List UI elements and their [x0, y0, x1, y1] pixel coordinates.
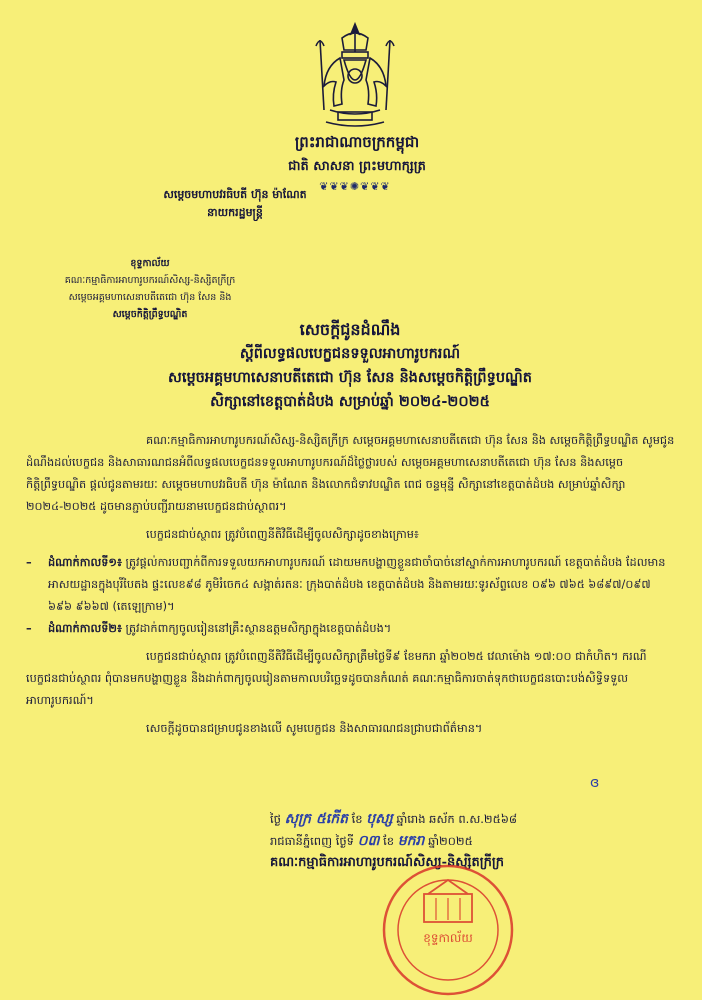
office-line-1: គណៈកម្មាធិការអាហារូបករណ៍សិស្ស-និស្សិតក្រីក្រ: [64, 275, 236, 286]
bullet-dash: –: [26, 556, 32, 569]
lunar-date-line: ថ្ងៃ សុក្រ ៥កើត ខែ បុស្ស ឆ្នាំរោង ឆស័ក ព.ស.២៥៦៨: [270, 811, 518, 827]
body-paragraph-3: បេក្ខជនជាប់ស្ថាពរ ត្រូវបំពេញនីតិវិធីដើម្បីចូលសិក្សាត្រឹមថ្ងៃទី៩ ខែមករា ឆ្នាំ២០២៥ វេលាម៉ោង ១៧:០០ ជាកំហិត។ ករណីបេក្ខជនជាប់ស្ថាពរ ពុំបានមកបង្ហាញខ្លួន និងដាក់ពាក្យចូលរៀនតាមកាលបរិច្ឆេទដូចបានកំណត់ គណៈកម្មាធិការចាត់ទុកថាបេក្ខជនបោះបង់សិទ្ធិទទួលអាហារូបករណ៍។: [26, 650, 647, 707]
month-handwritten: មករា: [397, 833, 425, 849]
document-body: [26, 430, 676, 746]
heading-line-4: សិក្សានៅខេត្តបាត់ដំបង សម្រាប់ឆ្នាំ ២០២៤-២០២៥: [210, 393, 490, 410]
handwritten-mark: ɞ: [590, 775, 600, 791]
document-heading: [60, 318, 640, 414]
lunar-month-handwritten: បុស្ស: [366, 811, 393, 827]
stage-1-label: ដំណាក់កាលទី១៖: [48, 556, 122, 569]
sender-block: [160, 186, 310, 222]
stage-1-item: [26, 552, 676, 618]
stage-1-text: ត្រូវផ្តល់ការបញ្ជាក់ពីការទទួលយកអាហារូបករណ៍ ដោយមកបង្ហាញខ្លួនជាចាំបាច់នៅស្នាក់ការអាហារូបករណ៍ ខេត្តបាត់ដំបង ដែលមានអាសយដ្ឋានក្នុងបុរីបៃតង ផ្ទះលេខ៩៨ ភូមិរំចេក៤ សង្កាត់រតនៈ ក្រុងបាត់ដំបង ខេត្តបាត់ដំបង និងតាមរយៈទូរស័ព្ទលេខ ០៩៦ ៧៦៥ ៦៨៩៧/០៩៧ ៦៩៦ ៩៦៦៧ (តេឡេក្រាម)។: [48, 556, 666, 613]
office-line-2: សម្តេចអគ្គមហាសេនាបតីតេជោ ហ៊ុន សែន និង: [68, 292, 232, 303]
official-seal-icon: [378, 860, 518, 1000]
office-line-3: សម្តេចកិត្តិព្រឹទ្ធបណ្ឌិត: [112, 309, 188, 320]
stage-2-item: [26, 618, 676, 640]
body-paragraph-4: សេចក្តីដូចបានជម្រាបជូនខាងលើ សូមបេក្ខជន និងសាធារណជនជ្រាបជាព័ត៌មាន។: [146, 722, 483, 735]
office-block: [20, 255, 280, 323]
bullet-dash: –: [26, 622, 32, 635]
sender-title: នាយករដ្ឋមន្ត្រី: [207, 206, 263, 219]
office-title: ខុទ្ទកាល័យ: [130, 258, 170, 269]
royal-emblem-icon: [312, 20, 398, 130]
seal-text: ខុទ្ទកាល័យ: [423, 931, 473, 945]
solar-date-line: រាជធានីភ្នំពេញ ថ្ងៃទី ០៣ ខែ មករា ឆ្នាំ២០២៥: [270, 833, 473, 849]
lunar-day-handwritten: សុក្រ ៥កើត: [284, 811, 348, 827]
kingdom-title: ព្រះរាជាណាចក្រកម្ពុជា: [294, 133, 420, 151]
body-paragraph-2: បេក្ខជនជាប់ស្ថាពរ ត្រូវបំពេញនីតិវិធីដើម្បីចូលសិក្សាដូចខាងក្រោម៖: [146, 528, 419, 541]
stage-2-label: ដំណាក់កាលទី២៖: [48, 622, 122, 635]
heading-line-2: ស្តីពីលទ្ធផលបេក្ខជនទទួលអាហារូបករណ៍: [239, 345, 461, 362]
stage-2-text: ត្រូវដាក់ពាក្យចូលរៀននៅគ្រឹះស្ថានឧត្តមសិក្សាក្នុងខេត្តបាត់ដំបង។: [125, 622, 392, 635]
day-handwritten: ០៣: [357, 833, 380, 849]
body-paragraph-1: គណៈកម្មាធិការអាហារូបករណ៍សិស្ស-និស្សិតក្រីក្រ សម្តេចអគ្គមហាសេនាបតីតេជោ ហ៊ុន សែន និង សម្តេចកិត្តិព្រឹទ្ធបណ្ឌិត សូមជូនដំណឹងដល់បេក្ខជន និងសាធារណជនអំពីលទ្ធផលបេក្ខជនទទួលអាហារូបករណ៍ដ៏ថ្លៃថ្លារបស់ សម្តេចអគ្គមហាសេនាបតីតេជោ ហ៊ុន សែន និងសម្តេចកិត្តិព្រឹទ្ធបណ្ឌិត ផ្តល់ជូនតាមរយៈ សម្តេចមហាបវរធិបតី ហ៊ុន ម៉ាណែត និងលោកជំទាវបណ្ឌិត ពេជ ចន្ទមុន្នី សិក្សានៅខេត្តបាត់ដំបង សម្រាប់ឆ្នាំសិក្សា ២០២៤-២០២៥ ដូចមានភ្ជាប់បញ្ជីរាយនាមបេក្ខជនជាប់ស្ថាពរ។: [26, 434, 675, 513]
sender-name: សម្តេចមហាបវរធិបតី ហ៊ុន ម៉ាណែត: [163, 188, 307, 201]
national-motto: ជាតិ សាសនា ព្រះមហាក្សត្រ: [288, 159, 426, 174]
signature-title: គណៈកម្មាធិការអាហារូបករណ៍សិស្ស-និស្សិតក្រីក្រ: [270, 855, 505, 870]
heading-line-3: សម្តេចអគ្គមហាសេនាបតីតេជោ ហ៊ុន សែន និងសម្តេចកិត្តិព្រឹទ្ធបណ្ឌិត: [168, 369, 532, 386]
heading-title: សេចក្តីជូនដំណឹង: [299, 320, 401, 339]
ornament-divider: ❦❦❦✺❦❦❦: [319, 180, 391, 193]
